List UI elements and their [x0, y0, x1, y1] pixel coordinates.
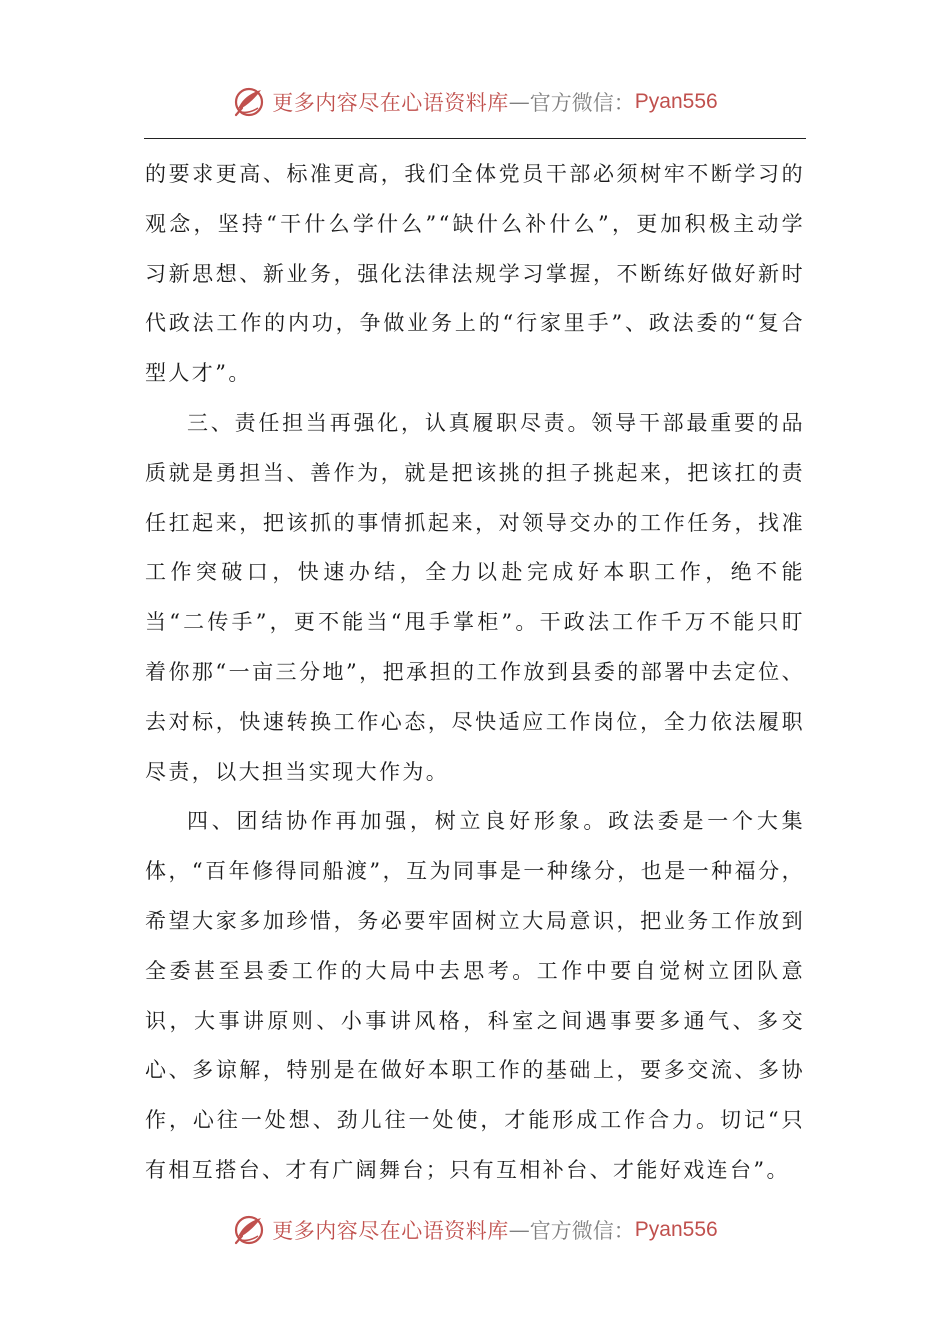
header-rule: [144, 138, 806, 139]
header-account: Pyan556: [634, 90, 718, 113]
header-brand-text: 更多内容尽在心语资料库: [272, 91, 509, 115]
footer-brand-text: 更多内容尽在心语资料库: [272, 1219, 509, 1243]
footer-label-text: 官方微信：: [529, 1219, 635, 1243]
paragraph-continued: 的要求更高、标准更高，我们全体党员干部必须树牢不断学习的观念，坚持“干什么学什么”“缺什么补什么”，更加积极主动学习新思想、新业务，强化法律法规学习掌握，不断练好做好新时代政法工作的内功，争做业务上的“行家里手”、政法委的“复合型人才”。: [145, 162, 805, 386]
footer-dash: —: [508, 1218, 530, 1242]
pen-logo-icon: [232, 1213, 266, 1247]
header-label-text: 官方微信：: [529, 91, 635, 115]
pen-logo-icon: [232, 85, 266, 119]
footer-account: Pyan556: [634, 1218, 718, 1241]
paragraph-three: 三、责任担当再强化，认真履职尽责。领导干部最重要的品质就是勇担当、善作为，就是把该挑的担子挑起来，把该扛的责任扛起来，把该抓的事情抓起来，对领导交办的工作任务，找准工作突破口，快速办结，全力以赴完成好本职工作，绝不能当“二传手”，更不能当“甩手掌柜”。干政法工作千万不能只盯着你那“一亩三分地”，把承担的工作放到县委的部署中去定位、去对标，快速转换工作心态，尽快适应工作岗位，全力依法履职尽责，以大担当实现大作为。: [145, 410, 805, 784]
paragraph-four: 四、团结协作再加强，树立良好形象。政法委是一个大集体，“百年修得同船渡”，互为同事是一种缘分，也是一种福分，希望大家多加珍惜，务必要牢固树立大局意识，把业务工作放到全委甚至县委工作的大局中去思考。工作中要自觉树立团队意识，大事讲原则、小事讲风格，科室之间遇事要多通气、多交心、多谅解，特别是在做好本职工作的基础上，要多交流、多协作，心往一处想、劲儿往一处使，才能形成工作合力。切记“只有相互搭台、才有广阔舞台；只有互相补台、才能好戏连台”。: [145, 809, 805, 1182]
document-body: [145, 150, 805, 1196]
header-dash: —: [508, 90, 530, 114]
footer-banner: [0, 1208, 950, 1252]
header-banner: [0, 80, 950, 124]
